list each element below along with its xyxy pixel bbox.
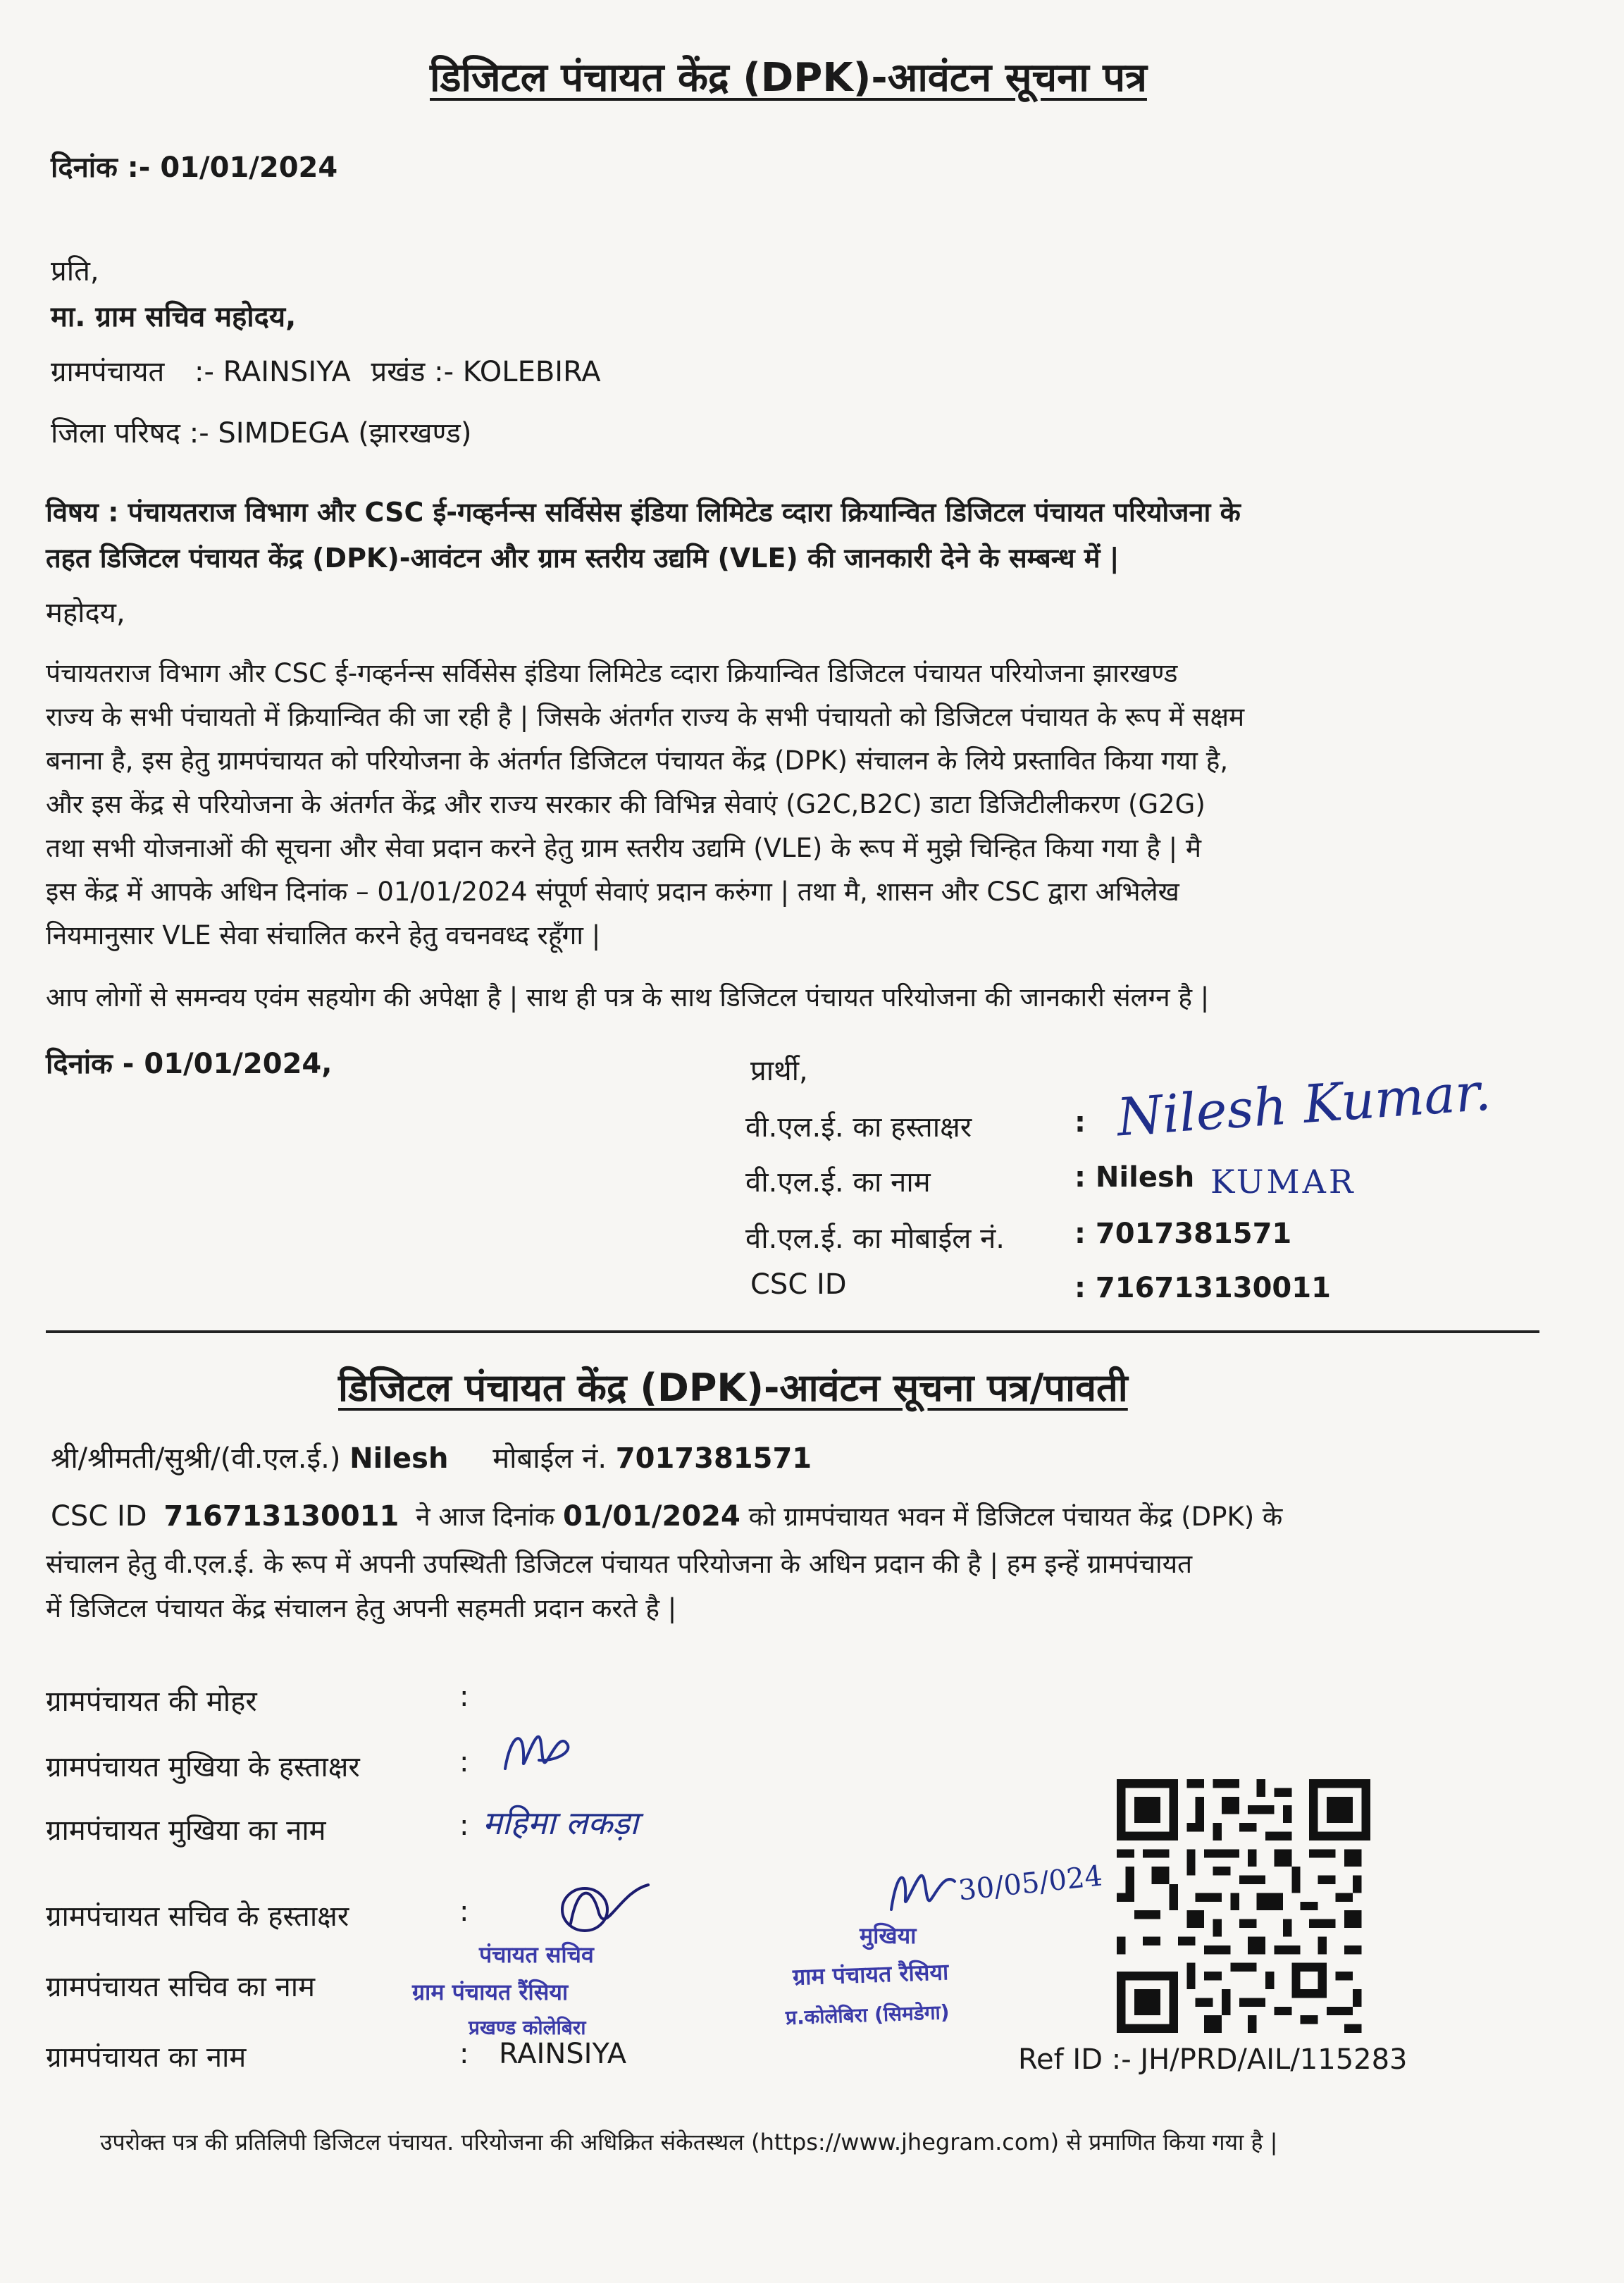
body-line: तथा सभी योजनाओं की सूचना और सेवा प्रदान करने हेतु ग्राम स्तरीय उद्यमि (VLE) के रूप में मुझे चिन्हित किया गया है | मै bbox=[46, 833, 1201, 863]
recipient: मा. ग्राम सचिव महोदय, bbox=[51, 301, 297, 333]
date-line bbox=[51, 147, 337, 185]
gp-label: ग्रामपंचायत bbox=[51, 356, 165, 388]
sachiv-signature-icon bbox=[543, 1871, 662, 1948]
seal-colon: : bbox=[459, 1681, 469, 1713]
sachiv-sign-label: ग्रामपंचायत सचिव के हस्ताक्षर bbox=[46, 1900, 349, 1933]
receipt-person-line bbox=[51, 1437, 812, 1476]
mukhiya-stamp-line-1: मुखिया bbox=[860, 1922, 917, 1949]
ref-id-label: Ref ID :- bbox=[1018, 2043, 1132, 2076]
signoff-date-label: दिनांक - bbox=[46, 1048, 135, 1080]
receipt-line-2: संचालन हेतु वी.एल.ई. के रूप में अपनी उपस्थिती डिजिटल पंचायत परियोजना के अधिन प्रदान की है | हम इन्हें ग्रामपंचायत bbox=[46, 1549, 1193, 1579]
receipt-text-a: ने आज दिनांक bbox=[416, 1502, 555, 1532]
vle-mobile-label: वी.एल.ई. का मोबाईल नं. bbox=[745, 1223, 1005, 1255]
subject-line-1: विषय : पंचायतराज विभाग और CSC ई-गव्हर्नन्स सर्विसेस इंडिया लिमिटेड व्दारा क्रियान्वित डिजिटल पंचायत परियोजना के bbox=[46, 497, 1241, 528]
ref-id bbox=[1018, 2043, 1408, 2076]
sachiv-sign-colon: : bbox=[459, 1895, 469, 1928]
sachiv-stamp-line-1: पंचायत सचिव bbox=[479, 1941, 594, 1968]
date-value: 01/01/2024 bbox=[160, 151, 338, 184]
receipt-csc-label: CSC ID bbox=[51, 1500, 147, 1533]
district-label: जिला परिषद :- bbox=[51, 417, 209, 450]
sachiv-stamp-line-3: प्रखण्ड कोलेबिरा bbox=[469, 2016, 586, 2039]
person-name: Nilesh bbox=[349, 1442, 449, 1475]
signoff-date bbox=[46, 1043, 332, 1082]
date-label: दिनांक :- bbox=[51, 151, 151, 184]
sachiv-name-label: ग्रामपंचायत सचिव का नाम bbox=[46, 1971, 316, 2003]
receipt-line-3: में डिजिटल पंचायत केंद्र संचालन हेतु अपनी सहमती प्रदान करते है | bbox=[46, 1593, 677, 1623]
sachiv-stamp-line-2: ग्राम पंचायत रैंसिया bbox=[412, 1979, 569, 2005]
qr-code-icon bbox=[1117, 1779, 1370, 2033]
district-value: SIMDEGA (झारखण्ड) bbox=[218, 417, 472, 450]
csc-id-value: : 716713130011 bbox=[1074, 1272, 1331, 1304]
to-line: प्रति, bbox=[51, 255, 99, 287]
body-line: बनाना है, इस हेतु ग्रामपंचायत को परियोजना के अंतर्गत डिजिटल पंचायत केंद्र (DPK) संचालन के लिये प्रस्तावित किया गया है, bbox=[46, 745, 1229, 776]
vle-sign-colon: : bbox=[1074, 1106, 1086, 1139]
stamp-handwritten-date: 30/05/024 bbox=[957, 1860, 1104, 1907]
person-prefix: श्री/श्रीमती/सुश्री/(वी.एल.ई.) bbox=[51, 1442, 341, 1475]
seal-label: ग्रामपंचायत की मोहर bbox=[46, 1685, 257, 1718]
body-line: और इस केंद्र से परियोजना के अंतर्गत केंद्र और राज्य सरकार की विभिन्न सेवाएं (G2C,B2C) डाटा डिजिटीलीकरण (G2G) bbox=[46, 789, 1205, 819]
subject-line-2: तहत डिजिटल पंचायत केंद्र (DPK)-आवंटन और ग्राम स्तरीय उद्यमि (VLE) की जानकारी देने के सम्बन्ध में | bbox=[46, 543, 1120, 574]
receipt-line-1 bbox=[51, 1497, 1282, 1533]
district-line bbox=[51, 412, 472, 451]
receipt-mobile-value: 7017381571 bbox=[615, 1442, 812, 1475]
body-line: नियमानुसार VLE सेवा संचालित करने हेतु वचनवध्द रहूँगा | bbox=[46, 920, 601, 951]
signoff-date-value: 01/01/2024, bbox=[144, 1048, 333, 1080]
vle-name-label: वी.एल.ई. का नाम bbox=[745, 1166, 931, 1199]
vle-name-value: : Nilesh bbox=[1074, 1161, 1195, 1194]
gp-value: :- RAINSIYA bbox=[194, 356, 351, 388]
mukhiya-sign-colon: : bbox=[459, 1746, 469, 1778]
gp-line bbox=[51, 351, 601, 390]
page-title: डिजिटल पंचायत केंद्र (DPK)-आवंटन सूचना पत्र bbox=[430, 55, 1147, 101]
ref-id-value: JH/PRD/AIL/115283 bbox=[1140, 2043, 1408, 2076]
salutation: महोदय, bbox=[46, 597, 125, 629]
footer-note: उपरोक्त पत्र की प्रतिलिपी डिजिटल पंचायत. परियोजना की अधिक्रित संकेतस्थल (https://www.jhegram.com) से प्रमाणित किया गया है | bbox=[100, 2129, 1278, 2155]
mukhiya-stamp-line-3: प्र.कोलेबिरा (सिमडेगा) bbox=[785, 2000, 950, 2030]
applicant-label: प्रार्थी, bbox=[750, 1055, 808, 1087]
mukhiya-stamp-signature-icon bbox=[884, 1860, 962, 1924]
mukhiya-name-value: महिमा लकड़ा bbox=[483, 1804, 638, 1842]
request-line: आप लोगों से समन्वय एवंम सहयोग की अपेक्षा है | साथ ही पत्र के साथ डिजिटल पंचायत परियोजना की जानकारी संलग्न है | bbox=[46, 982, 1210, 1013]
receipt-date: 01/01/2024 bbox=[562, 1500, 740, 1533]
mukhiya-name-label: ग्रामपंचायत मुखिया का नाम bbox=[46, 1814, 326, 1847]
receipt-csc-value: 716713130011 bbox=[163, 1500, 399, 1533]
mukhiya-name-colon: : bbox=[459, 1809, 469, 1842]
section-divider bbox=[46, 1330, 1539, 1333]
mukhiya-stamp-line-2: ग्राम पंचायत रैसिया bbox=[792, 1958, 949, 1991]
body-line: राज्य के सभी पंचायतो में क्रियान्वित की जा रही है | जिसके अंतर्गत राज्य के सभी पंचायतो को डिजिटल पंचायत के रूप में सक्षम bbox=[46, 702, 1245, 732]
body-paragraph bbox=[46, 652, 1244, 958]
gp-name-colon: : bbox=[459, 2038, 469, 2070]
block-label: प्रखंड bbox=[371, 356, 426, 388]
mukhiya-signature-icon bbox=[497, 1719, 581, 1783]
receipt-text-b: को ग्रामपंचायत भवन में डिजिटल पंचायत केंद्र (DPK) के bbox=[748, 1502, 1283, 1532]
mukhiya-sign-label: ग्रामपंचायत मुखिया के हस्ताक्षर bbox=[46, 1751, 360, 1783]
receipt-title: डिजिटल पंचायत केंद्र (DPK)-आवंटन सूचना पत्र/पावती bbox=[338, 1366, 1128, 1410]
block-value: :- KOLEBIRA bbox=[434, 356, 601, 388]
csc-id-label: CSC ID bbox=[750, 1268, 847, 1301]
body-line: पंचायतराज विभाग और CSC ई-गव्हर्नन्स सर्विसेस इंडिया लिमिटेड व्दारा क्रियान्वित डिजिटल पंचायत परियोजना झारखण्ड bbox=[46, 658, 1178, 688]
vle-sign-label: वी.एल.ई. का हस्ताक्षर bbox=[745, 1111, 972, 1144]
body-line: इस केंद्र में आपके अधिन दिनांक – 01/01/2024 संपूर्ण सेवाएं प्रदान करुंगा | तथा मै, शासन और CSC द्वारा अभिलेख bbox=[46, 877, 1179, 907]
gp-name-value: RAINSIYA bbox=[499, 2038, 627, 2070]
vle-signature: Nilesh Kumar. bbox=[1115, 1061, 1493, 1149]
gp-name-label: ग्रामपंचायत का नाम bbox=[46, 2041, 247, 2074]
vle-name-handwritten: KUMAR bbox=[1210, 1163, 1356, 1201]
vle-mobile-value: : 7017381571 bbox=[1074, 1218, 1292, 1250]
receipt-mobile-label: मोबाईल नं. bbox=[492, 1442, 607, 1475]
